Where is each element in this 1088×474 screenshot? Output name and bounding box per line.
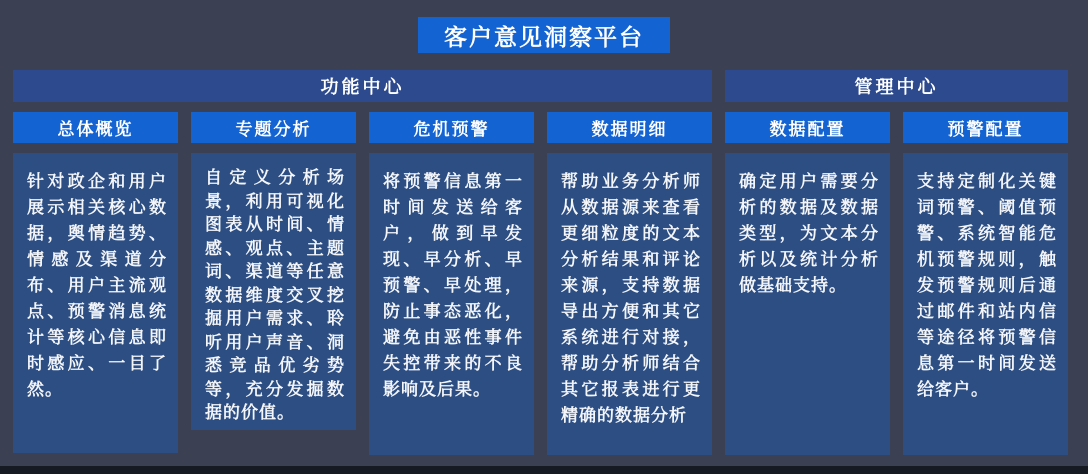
page-title: 客户意见洞察平台 [418, 17, 670, 53]
tab-data-detail: 数据明细 [547, 112, 712, 143]
panel-alert-config-text: 支持定制化关键词预警、阈值预警、系统智能危机预警规则，触发预警规则后通过邮件和站内信等途径将预警信息第一时间发送给客户。 [917, 172, 1057, 399]
panel-crisis-alert [369, 153, 534, 455]
tab-overall-overview: 总体概览 [13, 112, 178, 143]
tab-crisis-alert: 危机预警 [369, 112, 534, 143]
footer-strip [0, 466, 1088, 474]
section-header-management-center: 管理中心 [725, 70, 1068, 102]
tab-alert-config: 预警配置 [903, 112, 1068, 143]
panel-crisis-alert-text: 将预警信息第一时间发送给客户，做到早发现、早分析、早预警、早处理，防止事态恶化，避免由恶性事件失控带来的不良影响及后果。 [383, 172, 523, 399]
panel-data-detail [547, 153, 712, 455]
panel-overall-overview [13, 153, 178, 453]
panel-topic-analysis-text: 自定义分析场景，利用可视化图表从时间、情感、观点、主题词、渠道等任意数据维度交叉挖掘用户需求、聆听用户声音、洞悉竞品优劣势等，充分发掘数据的价值。 [205, 168, 345, 422]
tab-topic-analysis: 专题分析 [191, 112, 356, 143]
panel-data-detail-text: 帮助业务分析师从数据源来查看更细粒度的文本分析结果和评论来源，支持数据导出方便和其它系统进行对接，帮助分析师结合其它报表进行更精确的数据分析 [561, 172, 701, 425]
panel-overall-overview-text: 针对政企和用户展示相关核心数据，舆情趋势、情感及渠道分布、用户主流观点、预警消息统计等核心信息即时感应、一目了然。 [27, 172, 167, 399]
panel-topic-analysis [191, 153, 356, 430]
panel-data-config-text: 确定用户需要分析的数据及数据类型，为文本分析以及统计分析做基础支持。 [739, 172, 879, 295]
content-grid [13, 70, 1068, 455]
panel-data-config [725, 153, 890, 455]
tab-data-config: 数据配置 [725, 112, 890, 143]
section-header-function-center: 功能中心 [13, 70, 712, 102]
panel-alert-config [903, 153, 1068, 455]
